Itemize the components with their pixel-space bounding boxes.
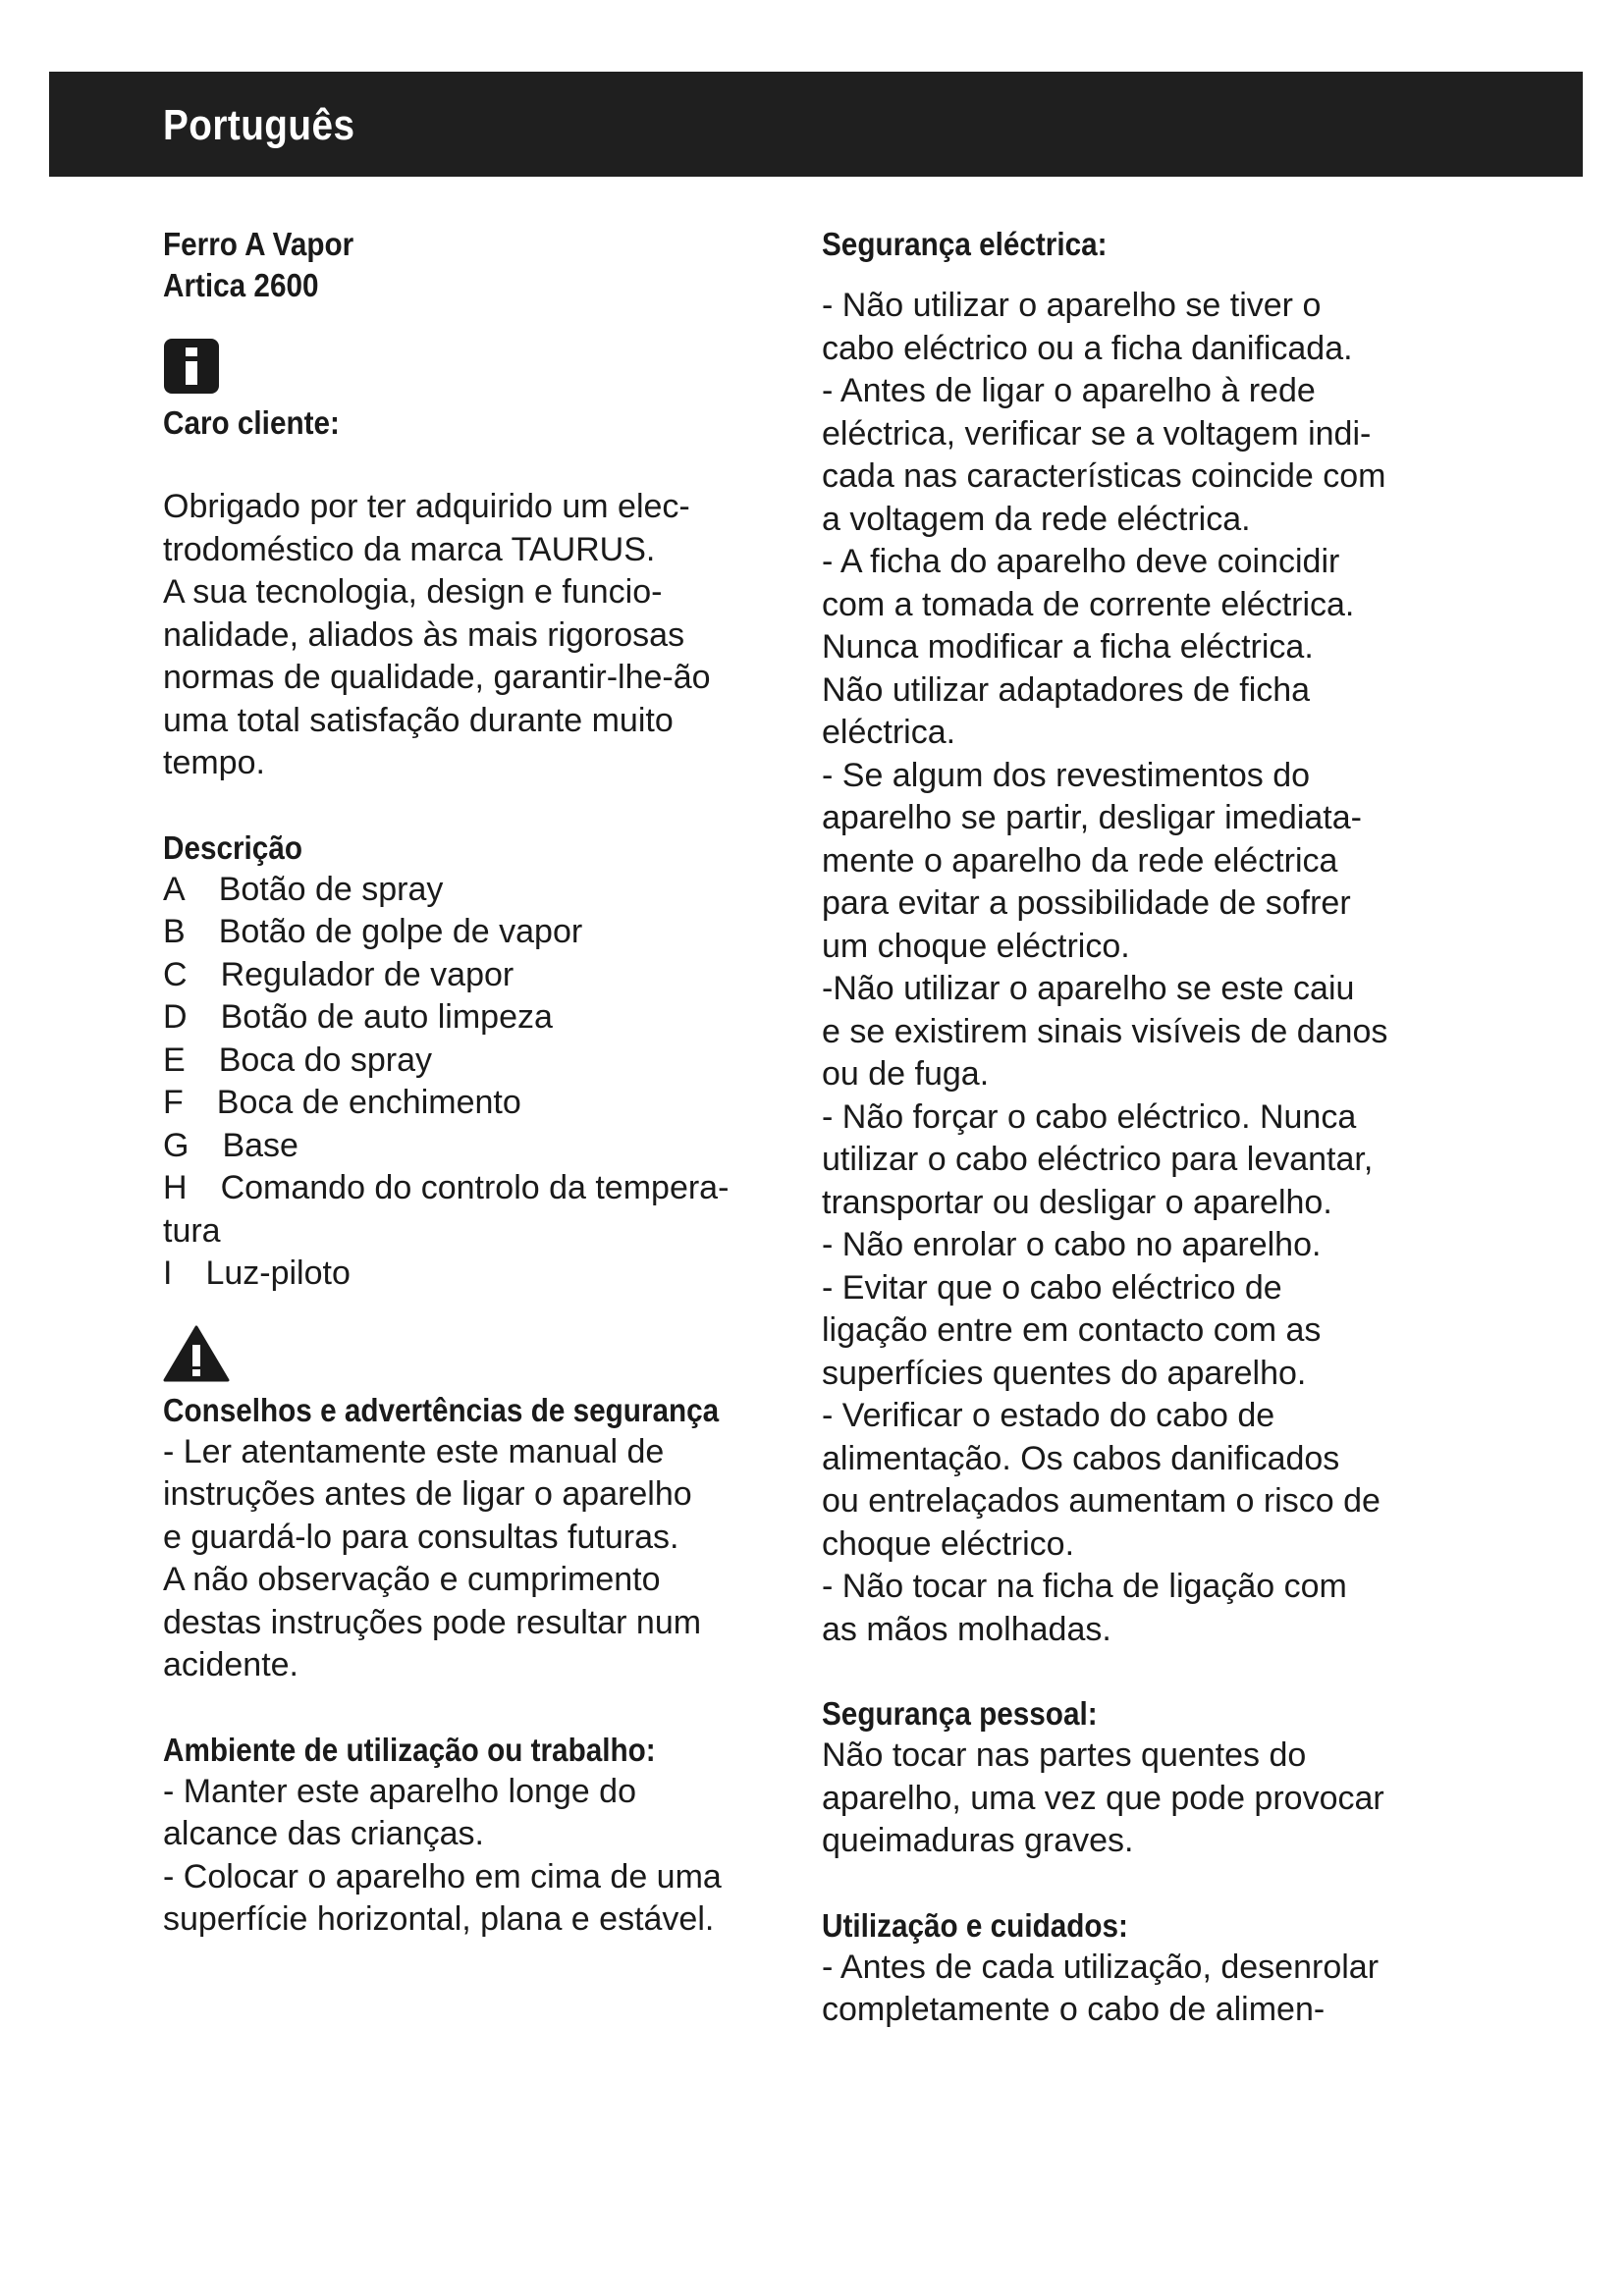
description-item (163, 954, 772, 997)
personal-safety-heading: Segurança pessoal: (822, 1695, 1098, 1732)
environment-heading: Ambiente de utilização ou trabalho: (163, 1731, 656, 1768)
product-name: Ferro A Vapor (163, 226, 354, 262)
electrical-safety-paragraph: - Não utilizar o aparelho se tiver o cabo eléctrico ou a ficha danificada. - Antes de ligar o aparelho à rede eléctrica, verificar se a voltagem indi- cada nas características coincide com a voltagem da rede eléctrica. - A ficha do aparelho deve coincidir com a tomada de corrente eléctrica. Nunca modificar a ficha eléctrica. Não utilizar adaptadores de ficha eléctrica. - Se algum dos revestimentos do aparelho se partir, desligar imediata- mente o aparelho da rede eléctrica para evitar a possibilidade de sofrer um choque eléctrico. -Não utilizar o aparelho se este caiu e se existirem sinais visíveis de danos ou de fuga. - Não forçar o cabo eléctrico. Nunca utilizar o cabo eléctrico para levantar, transportar ou desligar o aparelho. - Não enrolar o cabo no aparelho. - Evitar que o cabo eléctrico de ligação entre em contacto com as superfícies quentes do aparelho. - Verificar o estado do cabo de alimentação. Os cabos danificados ou entrelaçados aumentam o risco de choque eléctrico. - Não tocar na ficha de ligação com as mãos molhadas. (822, 287, 1388, 1648)
greeting-heading: Caro cliente: (163, 404, 340, 441)
usage-care-heading: Utilização e cuidados: (822, 1906, 1128, 1944)
description-item-letter: B (163, 913, 186, 950)
description-item-letter: E (163, 1041, 186, 1079)
environment-paragraph: - Manter este aparelho longe do alcance das crianças. - Colocar o aparelho em cima de uma superfície horizontal, plana e estável. (163, 1772, 722, 1938)
right-column (822, 224, 1431, 2032)
description-heading: Descrição (163, 828, 302, 866)
electrical-safety-heading: Segurança eléctrica: (822, 226, 1108, 262)
description-item-text: Base (222, 1126, 298, 1164)
language-header-bar (49, 72, 1583, 177)
description-item-text: Comando do controlo da tempera- (220, 1169, 730, 1206)
description-item-letter: A (163, 870, 186, 908)
description-item (163, 1125, 772, 1168)
left-column (163, 224, 772, 1942)
description-item-letter: F (163, 1084, 184, 1121)
description-item (163, 1253, 772, 1296)
description-item (163, 1210, 772, 1254)
description-item-letter: D (163, 998, 188, 1036)
language-title: Português (163, 101, 355, 149)
description-item (163, 996, 772, 1040)
description-item (163, 869, 772, 912)
description-item-text: Botão de spray (218, 870, 444, 908)
description-item (163, 911, 772, 954)
intro-paragraph-1: Obrigado por ter adquirido um elec- trodoméstico da marca TAURUS. (163, 488, 690, 568)
description-item-text: Botão de auto limpeza (220, 998, 553, 1036)
description-item-text: Regulador de vapor (220, 955, 514, 993)
info-icon (163, 338, 220, 395)
description-item-letter: G (163, 1126, 189, 1164)
warning-icon (163, 1325, 230, 1382)
description-item-text: tura (163, 1211, 221, 1250)
description-item (163, 1040, 772, 1083)
intro-paragraph-2: A sua tecnologia, design e funcio- nalidade, aliados às mais rigorosas normas de qualidade, garantir-lhe-ão uma total satisfação durante muito tempo. (163, 573, 711, 781)
description-list (163, 869, 772, 1296)
description-item-letter: C (163, 955, 188, 993)
description-item (163, 1082, 772, 1125)
safety-heading: Conselhos e advertências de segurança (163, 1391, 720, 1428)
description-item-text: Boca de enchimento (216, 1084, 521, 1121)
usage-care-paragraph: - Antes de cada utilização, desenrolar completamente o cabo de alimen- (822, 1948, 1380, 2028)
description-item-text: Luz-piloto (205, 1255, 351, 1292)
safety-paragraph: - Ler atentamente este manual de instruções antes de ligar o aparelho e guardá-lo para consultas futuras. A não observação e cumprimento destas instruções pode resultar num acidente. (163, 1432, 702, 1683)
description-item-text: Boca do spray (218, 1041, 433, 1079)
description-item-text: Botão de golpe de vapor (218, 913, 583, 950)
personal-safety-paragraph: Não tocar nas partes quentes do aparelho, uma vez que pode provocar queimaduras graves. (822, 1736, 1384, 1859)
description-item (163, 1167, 772, 1210)
description-item-letter: I (163, 1255, 173, 1292)
product-model: Artica 2600 (163, 267, 319, 303)
description-item-letter: H (163, 1169, 188, 1206)
